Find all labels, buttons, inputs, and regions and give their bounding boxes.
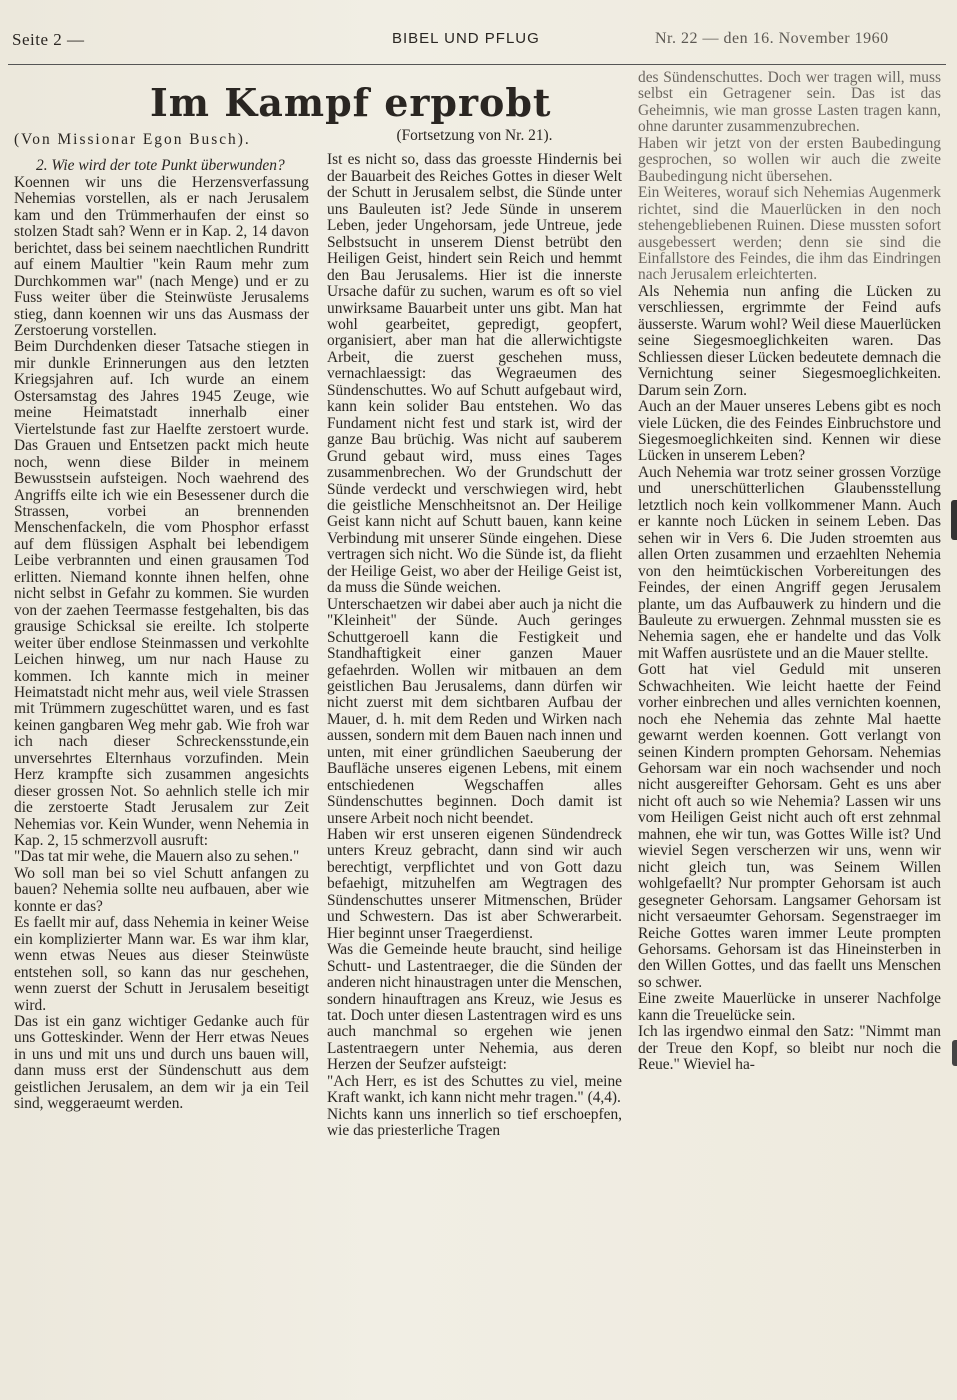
paragraph: Was die Gemeinde heute braucht, sind heilige Schutt- und Lastentraeger, die die Sünden der anderen nicht hinaustragen unter die Menschen, sondern hinauftragen ans Kreuz, wie Jesus es tat. Doch unter diesen Lastentragen wird es uns auch manchmal so ergehen wie jenen Lastentraegern unter Nehemia, aus deren Herzen der Seufzer aufsteigt: [327, 941, 622, 1074]
paragraph: Unterschaetzen wir dabei aber auch ja nicht die "Kleinheit" der Sünde. Auch geringes Schuttgeroell kann die Festigkeit und Standhaftigkeit einer ganzen Mauer gefaehrden. Wollen wir mitbauen an dem geistlichen Bau Jerusalems, dann dürfen wir nicht zuerst mit dem sichtbaren Aufbau der Mauer, d. h. mit dem Reden und Wirken nach aussen, sondern mit dem Bauen nach innen und unten, mit einer gründlichen Saeuberung der Baufläche unseres eigenen Lebens, mit einem entschiedenen Wegschaffen alles Sündenschuttes beginnen. Doch damit ist unsere Arbeit noch nicht beendet. [327, 595, 622, 827]
header-rule [8, 64, 946, 65]
paragraph: Das ist ein ganz wichtiger Gedanke auch für uns Gotteskinder. Wenn der Herr etwas Neues in uns und mit uns und durch uns bauen will, dann muss erst der Sündenschutt aus dem geistlichen Jerusalem, an dem wir ja ein Teil sind, weggeraeumt werden. [14, 1013, 309, 1113]
continuation-note: (Fortsetzung von Nr. 21). [396, 127, 553, 144]
journal-title: BIBEL UND PFLUG [392, 30, 540, 47]
column-1 [14, 132, 309, 1113]
paragraph: Auch an der Mauer unseres Lebens gibt es noch viele Lücken, die des Feindes Einbruchstore und Siegesmoeglichkeiten sind. Kennen wir diese Lücken in unserem Leben? [638, 398, 941, 465]
column-2 [327, 128, 622, 1140]
paragraph: Haben wir erst unseren eigenen Sündendreck unters Kreuz gebracht, dann sind wir auch berechtigt, verpflichtet und von Gott dazu befaehigt, mitzuhelfen am Wegtragen des Sündenschuttes unserer Mitmenschen, Brüder und Schwestern. Das ist aber Schwerarbeit. Hier beginnt unser Traegerdienst. [327, 826, 622, 942]
paragraph: Als Nehemia nun anfing die Lücken zu verschliessen, ergrimmte der Feind aufs äusserste. Warum wohl? Weil diese Mauerlücken seine Siegesmoeglichkeiten waren. Das Schliessen dieser Lücken bedeutete demnach die Vernichtung seiner Siegesmoeglichkeiten. Darum sein Zorn. [638, 282, 941, 399]
page-number: Seite 2 — [12, 30, 85, 49]
byline: (Von Missionar Egon Busch). [14, 131, 251, 148]
paragraph: Haben wir jetzt von der ersten Baubedingung gesprochen, so wollen wir auch die zweite Baubedingung nicht übersehen. [638, 134, 941, 185]
article-title: Im Kampf erprobt [150, 80, 552, 125]
paragraph: des Sündenschuttes. Doch wer tragen will, muss selbst ein Getragener sein. Das ist das Geheimnis, wie man grosse Lasten tragen kann, ohne darunter zusammenzubrechen. [638, 69, 941, 136]
column-3 [638, 70, 941, 1074]
binding-mark [951, 500, 957, 540]
paragraph: Ein Weiteres, worauf sich Nehemias Augenmerk richtet, sind die Mauerlücken in den noch stehengebliebenen Ruinen. Diese mussten sofort ausgebessert werden; denn sie sind die Einfallstore des Feindes, die ihm das Eindringen nach Jerusalem erleichterten. [638, 184, 941, 284]
paragraph: Es faellt mir auf, dass Nehemia in keiner Weise ein komplizierter Mann war. Es war ihm klar, wenn etwas Neues aus dieser Steinwüste entstehen soll, so kann das nur geschehen, wenn zuerst der Schutt in Jerusalem beseitigt wird. [14, 914, 309, 1014]
binding-mark [952, 1040, 957, 1066]
quote: "Ach Herr, es ist des Schuttes zu viel, meine Kraft wankt, ich kann nicht mehr tragen." (4,4). [327, 1072, 622, 1107]
paragraph: Eine zweite Mauerlücke in unserer Nachfolge kann die Treuelücke sein. [638, 990, 941, 1024]
paragraph: Wo soll man bei so viel Schutt anfangen zu bauen? Nehemia sollte neu aufbauen, aber wie konnte er das? [14, 864, 309, 915]
paragraph: Ist es nicht so, dass das groesste Hindernis bei der Bauarbeit des Reiches Gottes in dieser Welt der Schutt in Jerusalem selbst, die Sünde unter uns Bauleuten ist? Jede Sünde in unserem Leben, jeder Ungehorsam, jede Untreue, jede Selbstsucht in unserem Dienst betrübt den Heiligen Geist, hindert sein Reich und hemmt den Bau Jerusalems. Hier ist die innerste Ursache dafür zu suchen, warum es oft so viel unwirksame Bauarbeit unter uns gibt. Man hat wohl gearbeitet, gepredigt, geopfert, organisiert, aber man hat die allerwichtigste Arbeit, die zuerst geschehen muss, vernachlaessigt: das Wegraeumen des Sündenschuttes. Wo auf Schutt aufgebaut wird, kann kein solider Bau entstehen. Wo das Fundament nicht fest und stark ist, wird der ganze Bau brüchig. Was nicht auf sauberem Grund gebaut wird, muss eines Tages zusammenbrechen. Wo der Grundschutt der Sünde verdeckt und verschwiegen wird, hebt die geistliche Menschheitsnot an. Der Heilige Geist kann nicht auf Schutt bauen, kann keine Verbindung mit unserer Sünde eingehen. Diese vertragen sich nicht. Wo die Sünde ist, da flieht der Heilige Geist, wo aber der Heilige Geist ist, da muss die Sünde weichen. [327, 151, 622, 597]
section-heading: 2. Wie wird der tote Punkt überwunden? [36, 157, 285, 175]
quote: "Das tat mir wehe, die Mauern also zu sehen." [14, 848, 300, 866]
issue-date: Nr. 22 — den 16. November 1960 [655, 30, 889, 47]
paragraph: Nichts kann uns innerlich so tief erschoepfen, wie das priesterliche Tragen [327, 1105, 622, 1140]
paragraph: Beim Durchdenken dieser Tatsache stiegen in mir dunkle Erinnerungen aus den letzten Kriegsjahren auf. Ich wurde an einem Ostersamstag des Jahres 1945 Zeuge, wie meine Heimatstadt innerhalb einer Viertelstunde fast zur Haelfte zerstoert wurde. Das Grauen und Entsetzen packt mich heute noch, wenn diese Bilder in meinem Bewusstsein aufsteigen. Noch waehrend des Angriffs eilte ich wie ein Besessener durch die Strassen, vorbei an brennenden Menschenfackeln, die vom Phosphor erfasst auf dem flüssigen Asphalt bei lebendigem Leibe verbrannten und einen grausamen Tod erlitten. Niemand konnte ihnen helfen, ohne nicht selbst in Gefahr zu kommen. Sie wurden von der zaehen Teermasse festgehalten, bis das grausige Schicksal sie ereilte. Ich stolperte weiter über endlose Steinmassen und verkohlte Leichen hinweg, um nur nach Hause zu kommen. Ich kannte mich in meiner Heimatstadt nicht mehr aus, weil viele Strassen mit Trümmern zugeschüttet waren, und es fast keinen gangbaren Weg mehr gab. Wie froh war ich nach dieser Schreckensstunde,ein unversehrtes Elternhaus vorzufinden. Mein Herz krampfte sich zusammen angesichts dieser grossen Not. So aehnlich stelle ich mir die zerstoerte Stadt Jerusalem zur Zeit Nehemias vor. Kein Wunder, wenn Nehemia in Kap. 2, 15 schmerzvoll ausruft: [14, 338, 309, 850]
paragraph: Ich las irgendwo einmal den Satz: "Nimmt man der Treue den Kopf, so bleibt nur noch die Reue." Wieviel ha- [638, 1023, 941, 1074]
paragraph: Koennen wir uns die Herzensverfassung Nehemias vorstellen, als er nach Jerusalem kam und den Trümmerhaufen der einst so stolzen Stadt sah? Wenn er in Kap. 2, 14 davon berichtet, dass bei seinem naechtlichen Rundritt auf einem Maultier "kein Raum mehr zum Durchkommen war" (nach Menge) und er zu Fuss weiter über die Steinwüste Jerusalems stieg, dann koennen wir uns das Ausmass der Zerstoerung vorstellen. [14, 173, 309, 339]
paragraph: Gott hat viel Geduld mit unseren Schwachheiten. Wie leicht haette der Feind vorher einbrechen und alles vernichten koennen, noch ehe Nehemia das zehnte Mal haette gewarnt werden koennen. Gott verlangt von seinen Kindern prompten Gehorsam. Nehemias Gehorsam war ein noch wachsender und noch nicht ausgereifter Gehorsam. Geht es uns aber nicht oft auch so wie Nehemia? Lassen wir uns vom Heiligen Geist nicht auch oft erst zehnmal mahnen, ehe wir tun, was Gottes Wille ist? Und wieviel Segen verscherzen wir uns, wenn wir nicht gleich tun, was Seinem Willen wohlgefaellt? Nur prompter Gehorsam ist auch gesegneter Gehorsam. Langsamer Gehorsam ist nicht versaeumter Gehorsam. Segenstraeger im Reiche Gottes waren immer Leute prompten Gehorsams. Gehorsam ist das Hineinsterben in den Willen Gottes, und das faellt uns Menschen so schwer. [638, 661, 941, 991]
paragraph: Auch Nehemia war trotz seiner grossen Vorzüge und unerschütterlichen Glaubensstellung letztlich noch kein vollkommener Mann. Auch er kannte noch Lücken in seinem Leben. Das sehen wir in Vers 6. Die Juden stroemten aus allen Orten zusammen und erzaehlten Nehemia von den heimtückischen Vorbereitungen des Feindes, der einen Angriff gegen Jerusalem plante, um das Aufbauwerk zu hindern und die Bauleute zu erwuergen. Zehnmal mussten sie es Nehemia sagen, ehe er handelte und das Volk mit Waffen ausrüstete und an die Mauer stellte. [638, 463, 941, 662]
